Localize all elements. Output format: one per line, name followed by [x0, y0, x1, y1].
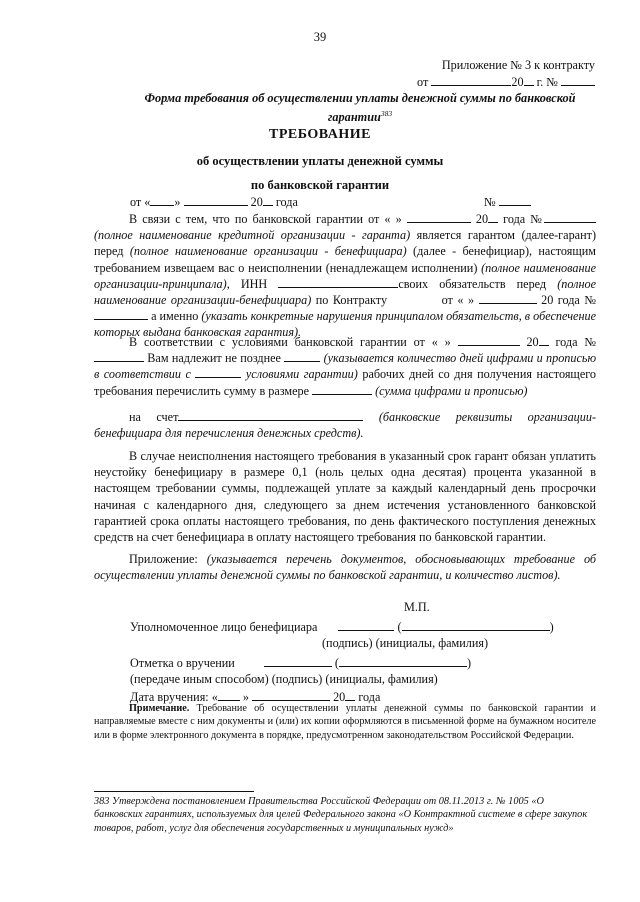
appendix-header — [417, 57, 595, 91]
appendix-line2: от 20 г. № — [417, 74, 595, 91]
signature-caption-1: (подпись) (инициалы, фамилия) — [322, 636, 489, 650]
representative-line: Уполномоченное лицо бенефициара ( ) — [130, 620, 554, 634]
date-line: от « » 20 года № — [130, 194, 596, 210]
paragraph-2: В соответствии с условиями банковской гарантии от « » 20 года № Вам надлежит не позднее (указывается количество дней цифрами и прописью в соответствии с условиями гарантии) рабочих дней со дня получения настоящего требования перечислить сумму в размере (сумма цифрами и прописью) на счет (банковские реквизиты организации-бенефициара для перечисления денежных средств). — [94, 335, 597, 441]
note: Примечание. Требование об осуществлении уплаты денежной суммы по банковской гарантии и направляемые вместе с ним документы и (или) их копии оформляются в письменной форме на бумажном носителе или в форме электронного документа в порядке, предусмотренном законодательством Российской Федерации. — [94, 703, 596, 741]
page-number: 39 — [313, 30, 327, 44]
footnote-divider — [94, 791, 254, 792]
document-heading: ТРЕБОВАНИЕ — [269, 127, 371, 142]
form-title: Форма требования об осуществлении уплаты денежной суммы по банковской гарантии$^{383}$ — [144, 91, 576, 125]
paragraph-3: В случае неисполнения настоящего требования в указанный срок гарант обязан уплатить неустойку бенефициару в размере 0,1 (ноль целых одна десятая) процента указанной в настоящем требовании суммы, подлежащей уплате за каждый календарный день просрочки начиная с календарного дня, следующего за днем истечения установленного банковской гарантией срока оплаты настоящего требования, по день фактического поступления денежных средств на счет бенефициара в оплату настоящего требования по банковской гарантии. — [94, 449, 596, 545]
document-subheading-2: по банковской гарантии — [250, 178, 390, 192]
paragraph-4: Приложение: (указывается перечень документов, обосновывающих требование об осуществлении уплаты денежной суммы по банковской гарантии, и количество листов). — [94, 552, 597, 583]
stamp-mark: М.П. — [404, 600, 430, 614]
footnote: 383 Утверждена постановлением Правительства Российской Федерации от 08.11.2013 г. № 1005 «О банковских гарантиях, используемых для целей Федерального закона «О Контрактной системе в сфере закупок товаров, работ, услуг для обеспечения государственных и муниципальных нужд» — [94, 796, 588, 834]
delivery-line: Отметка о вручении ( ) — [130, 656, 472, 670]
note-label: Примечание. — [129, 703, 190, 714]
document-subheading-1: об осуществлении уплаты денежной суммы — [196, 154, 444, 168]
footnote-ref: 383 — [380, 109, 393, 118]
delivery-date-line: Дата вручения: « » 20 года — [130, 690, 381, 704]
paragraph-1: В связи с тем, что по банковской гарантии от « » 20 года № (полное наименование кредитной организации - гаранта) является гарантом (далее-гарант) перед (полное наименование организации - бенефициара) (далее - бенефициар), настоящим требованием извещаем вас о неисполнении (ненадлежащем исполнении) (полное наименование организации-принципала), ИНН своих обязательств перед (полное наименование организации-бенефициара) по Контракту от « » 20 года № а именно (указать конкретные нарушения принципалом обязательств, в обеспечение которых выдана банковская гарантия). — [94, 212, 597, 340]
signature-caption-2: (передаче иным способом) (подпись) (инициалы, фамилия) — [130, 672, 438, 686]
appendix-line1: Приложение № 3 к контракту — [441, 58, 595, 72]
blank — [431, 74, 511, 86]
